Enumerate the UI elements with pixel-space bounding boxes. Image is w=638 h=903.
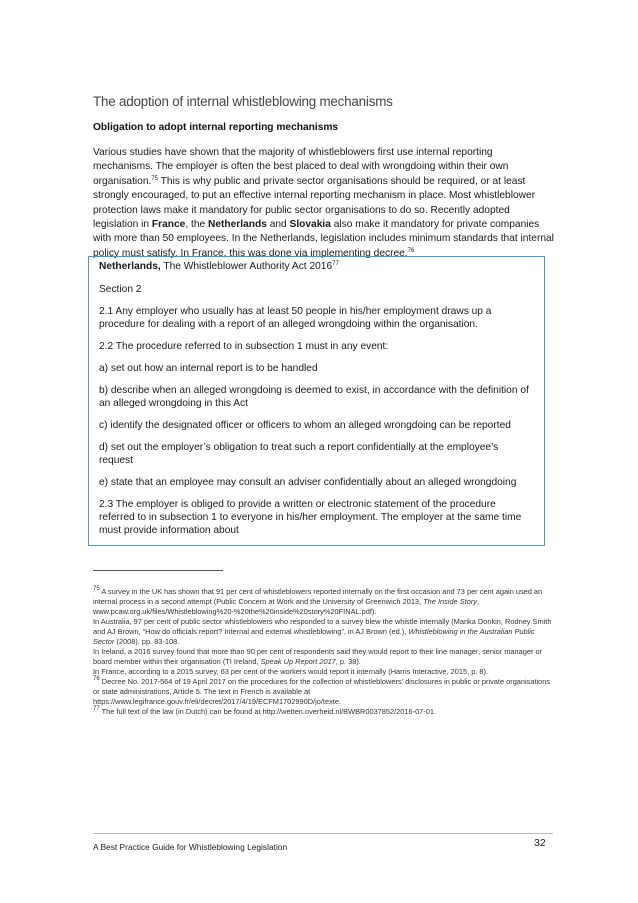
box-item-e: e) state that an employee may consult an adviser confidentially about an alleged wrongdoing [99, 477, 517, 488]
footnote-75-france: In France, according to a 2015 survey, 63 per cent of the workers would report it internally (Harris Interactive, 2015, p. 8). [93, 667, 489, 676]
footnote-ref-76: 76 [407, 247, 415, 254]
footnote-75 [93, 587, 553, 617]
box-item-2-1: 2.1 Any employer who usually has at least 50 people in his/her employment draws up a procedure for dealing with a report of an alleged wrongdoing within the organisation. [99, 306, 492, 330]
footnote-77 [93, 707, 553, 717]
section-title: The adoption of internal whistleblowing mechanisms [93, 94, 393, 109]
footnote-ref-75: 75 [151, 175, 159, 182]
footer-separator [93, 833, 553, 834]
box-item-b: b) describe when an alleged wrongdoing is deemed to exist, in accordance with the definition of an alleged wrongdoing in this Act [99, 385, 529, 409]
box-section-label: Section 2 [99, 284, 142, 295]
footnote-75-text-b2: (2008), pp. 83-108. [114, 637, 180, 646]
subheading: Obligation to adopt internal reporting mechanisms [93, 122, 339, 133]
page-number: 32 [534, 837, 546, 849]
footnote-75-text-a2: , www.pcaw.org.uk/files/Whistleblowing%20-%20the%20inside%20story%20FINAL.pdf). [93, 597, 480, 616]
footnote-75-text-a1: A survey in the UK has shown that 91 per cent of whistleblowers reported internally on the first occasion and 73 per cent again used an internal process in a second attempt (Public Concern at Work and the University of Greenwich 2013, [93, 587, 543, 606]
box-item-d: d) set out the employer’s obligation to treat such a report confidentially at the employee’s request [99, 442, 499, 466]
para-text-3: also make it mandatory for private companies with more than 50 employees. In the Netherlands, legislation includes minimum standards that internal policy must satisfy. In France, this was done via implementing decree. [93, 219, 554, 259]
footnotes [93, 587, 553, 717]
footnote-75-num: 75 [93, 586, 100, 592]
para-text-2: This is why public and private sector organisations should be required, or at least strongly encouraged, to put an effective internal reporting mechanism in place. Most whistleblower protection laws make it mandatory for public sector organisations to do so. Recently adopted legislation in [93, 175, 536, 231]
legislation-excerpt-box [88, 256, 545, 546]
para-sep-2: and [266, 219, 290, 231]
para-sep-1: , the [185, 219, 208, 231]
footnote-75-ireland [93, 647, 553, 667]
footnote-77-text: The full text of the law (in Dutch) can be found at http://wetten.overheid.nl/BWBR0037852/2016-07-01. [99, 707, 437, 716]
footnote-75-italic-b: Whistleblowing in the Australian Public Sector [93, 627, 535, 646]
footnote-75-italic-a: The Inside Story [423, 597, 477, 606]
footnote-separator [93, 570, 223, 571]
box-item-c: c) identify the designated officer or officers to whom an alleged wrongdoing can be reported [99, 420, 511, 431]
box-heading [99, 260, 534, 273]
footnote-ref-77: 77 [332, 261, 339, 267]
box-item-2-2: 2.2 The procedure referred to in subsection 1 must in any event: [99, 341, 389, 352]
box-country: Netherlands, [99, 261, 161, 272]
box-item-2-3: 2.3 The employer is obliged to provide a written or electronic statement of the procedure referred to in subsection 1 to everyone in his/her employment. The employer at the same time must provide information about [99, 499, 522, 536]
box-item-a: a) set out how an internal report is to be handled [99, 363, 318, 374]
footnote-75-italic-c: Speak Up Report 2017 [260, 657, 336, 666]
footer-title: A Best Practice Guide for Whistleblowing Legislation [93, 842, 288, 852]
footnote-76 [93, 677, 553, 707]
country-netherlands: Netherlands [207, 219, 267, 231]
footnote-75-text-b1: In Australia, 97 per cent of public sector whistleblowers who responded to a survey blew the whistle internally (Marika Donkin, Rodney Smith and AJ Brown, “How do officials report? Internal and external whistleblowing”, in AJ Brown (ed.), [93, 617, 552, 636]
footnote-76-text: Decree No. 2017-564 of 19 April 2017 on the procedures for the collection of whistleblowers’ disclosures in public or private organisations or state administrations, Article 5. The text in French is available at https://www.legifrance.gouv.fr/eli/decret/2017/4/19/ECFM1702990D/jo/texte. [93, 677, 551, 706]
footnote-77-num: 77 [93, 706, 100, 712]
footnote-75-text-c1: In Ireland, a 2016 survey found that more than 90 per cent of respondents said they would report to their line manager, senior manager or board member within their organisation (TI Ireland, [93, 647, 543, 666]
country-france: France [151, 219, 186, 231]
box-act-title: The Whistleblower Authority Act 2016 [160, 261, 333, 272]
footnote-76-num: 76 [93, 676, 100, 682]
body-paragraph [93, 146, 555, 261]
para-text-1: Various studies have shown that the majority of whistleblowers first use internal reporting mechanisms. The employer is often the best placed to deal with wrongdoing within their own organisation. [93, 147, 509, 187]
country-slovakia: Slovakia [289, 219, 331, 231]
footnote-75-australia [93, 617, 553, 647]
footnote-75-text-c2: , p. 38). [335, 657, 361, 666]
